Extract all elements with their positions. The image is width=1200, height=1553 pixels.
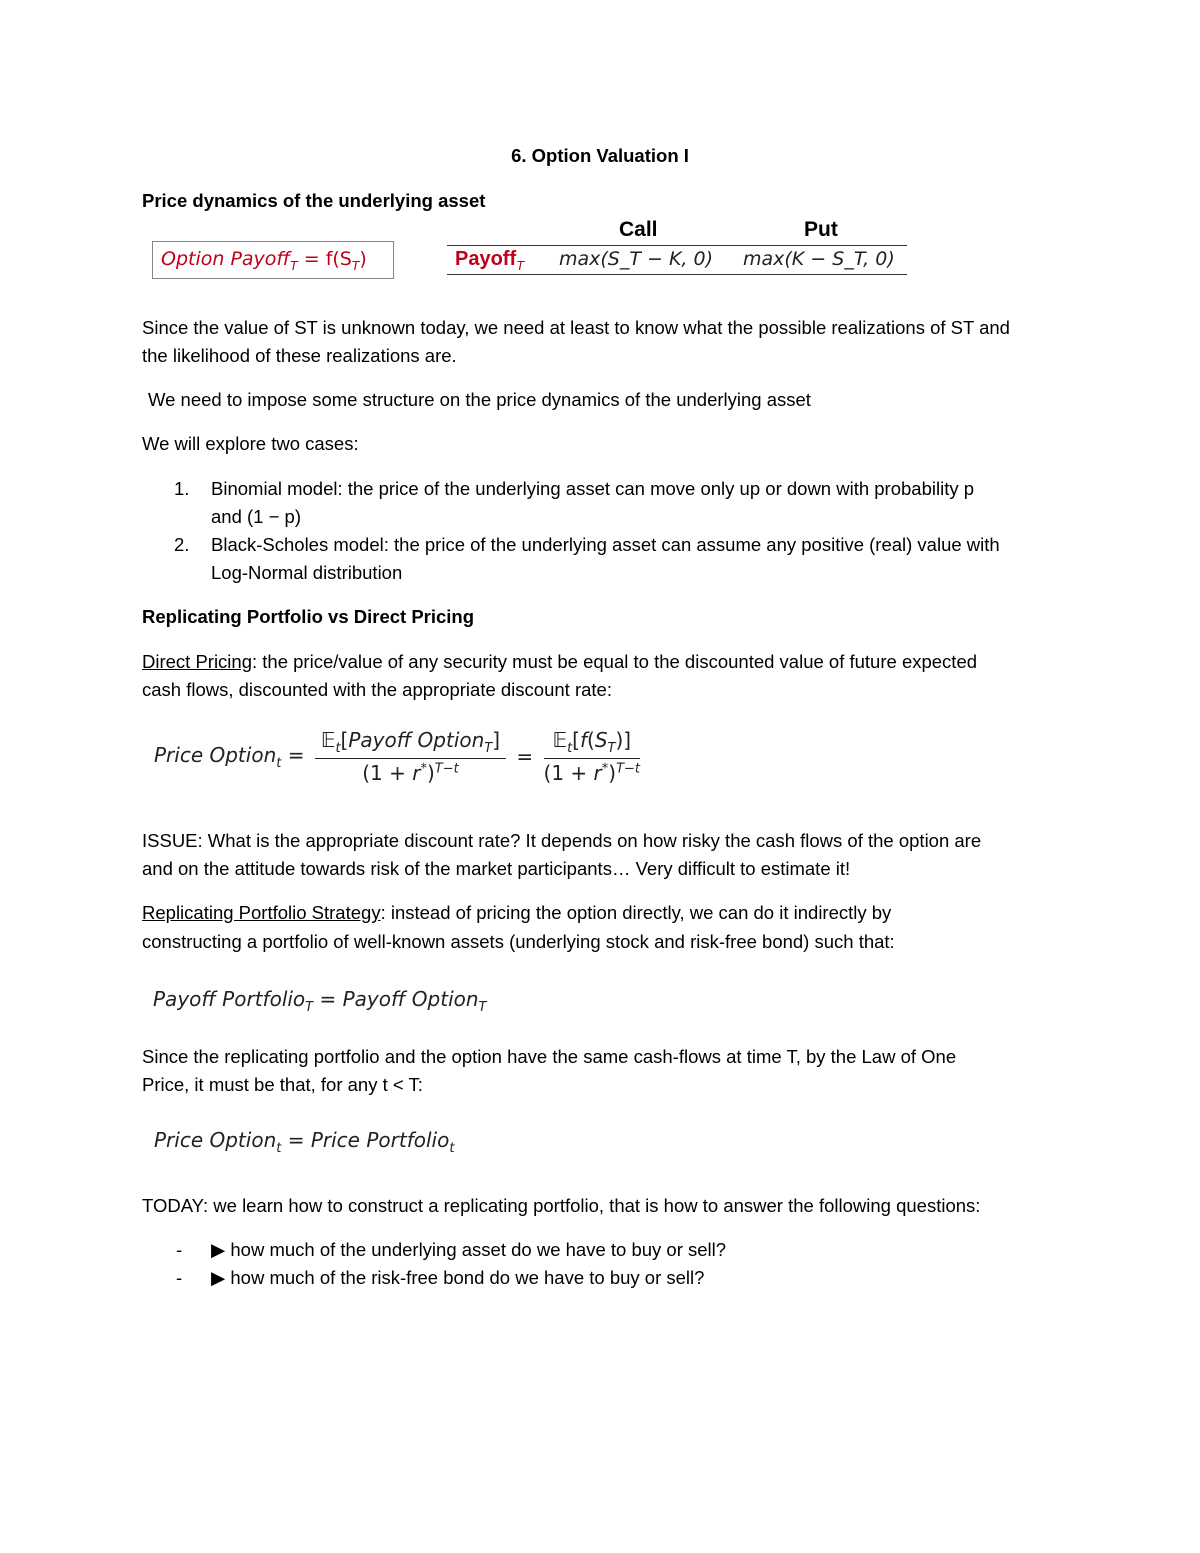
formula-rhs: = f(S xyxy=(303,248,352,270)
bullet-marker: - xyxy=(176,1239,183,1260)
table-row-label: Payoff$_T$ xyxy=(455,248,525,273)
bullet-item: ▶ how much of the underlying asset do we have to buy or sell? xyxy=(211,1239,727,1260)
paragraph-line: We will explore two cases: xyxy=(142,433,359,454)
direct-pricing-formula: Price Option$_t$ = $\frac{𝔼_t[Payoff Option_T]}{(1 + r^*)^{T-t}}$ = $\frac{𝔼_t[f(S_T)]}{(1 + r^*)^{T-t}}$ xyxy=(154,728,641,785)
payoff-table xyxy=(447,216,907,276)
section-heading-replicating: Replicating Portfolio vs Direct Pricing xyxy=(142,606,475,627)
call-payoff-formula: max(S_T − K, 0) xyxy=(559,248,714,270)
paragraph-line: the likelihood of these realizations are. xyxy=(142,345,457,366)
paragraph-line: constructing a portfolio of well-known assets (underlying stock and risk-free bond) such that: xyxy=(142,931,895,952)
paragraph-line: Since the value of ST is unknown today, we need at least to know what the possible realizations of ST and xyxy=(142,317,1010,338)
paragraph-line: ISSUE: What is the appropriate discount rate? It depends on how risky the cash flows of the option are xyxy=(142,830,982,851)
boxed-formula: Option Payoff$_T$ = $f(S_T)$ xyxy=(152,241,394,279)
replication-formula: Payoff Portfolio$_T$ = Payoff Option$_T$ xyxy=(153,987,487,1015)
paragraph-line: Price, it must be that, for any t < T: xyxy=(142,1074,423,1095)
paragraph-line: Since the replicating portfolio and the option have the same cash-flows at time T, by the Law of One xyxy=(142,1046,957,1067)
list-item: and (1 − p) xyxy=(211,506,301,527)
law-of-one-price-formula: Price Option$_t$ = Price Portfolio$_t$ xyxy=(154,1128,455,1156)
paragraph-line: Replicating Portfolio Strategy: instead of pricing the option directly, we can do it indirectly by xyxy=(142,902,892,923)
table-top-rule xyxy=(447,245,907,246)
paragraph-line: Direct Pricing: the price/value of any security must be equal to the discounted value of future expected xyxy=(142,651,978,672)
bullet-item: ▶ how much of the risk-free bond do we have to buy or sell? xyxy=(211,1267,705,1288)
list-item-number: 2. xyxy=(174,534,190,555)
page-title: 6. Option Valuation I xyxy=(511,145,689,166)
paragraph-line: TODAY: we learn how to construct a replicating portfolio, that is how to answer the following questions: xyxy=(142,1195,981,1216)
list-item: Log-Normal distribution xyxy=(211,562,403,583)
list-item: Black-Scholes model: the price of the underlying asset can assume any positive (real) value with xyxy=(211,534,1000,555)
table-header-call: Call xyxy=(619,218,658,241)
list-item: Binomial model: the price of the underlying asset can move only up or down with probability p xyxy=(211,478,975,499)
table-bottom-rule xyxy=(447,274,907,275)
paragraph-line: cash flows, discounted with the appropriate discount rate: xyxy=(142,679,612,700)
paragraph-line: and on the attitude towards risk of the market participants… Very difficult to estimate it! xyxy=(142,858,851,879)
section-heading-price-dynamics: Price dynamics of the underlying asset xyxy=(142,190,486,211)
formula-lhs: Option Payoff xyxy=(161,248,291,270)
paragraph-line: We need to impose some structure on the price dynamics of the underlying asset xyxy=(148,389,811,410)
table-header-put: Put xyxy=(804,218,838,241)
bullet-marker: - xyxy=(176,1267,183,1288)
list-item-number: 1. xyxy=(174,478,190,499)
put-payoff-formula: max(K − S_T, 0) xyxy=(743,248,895,270)
